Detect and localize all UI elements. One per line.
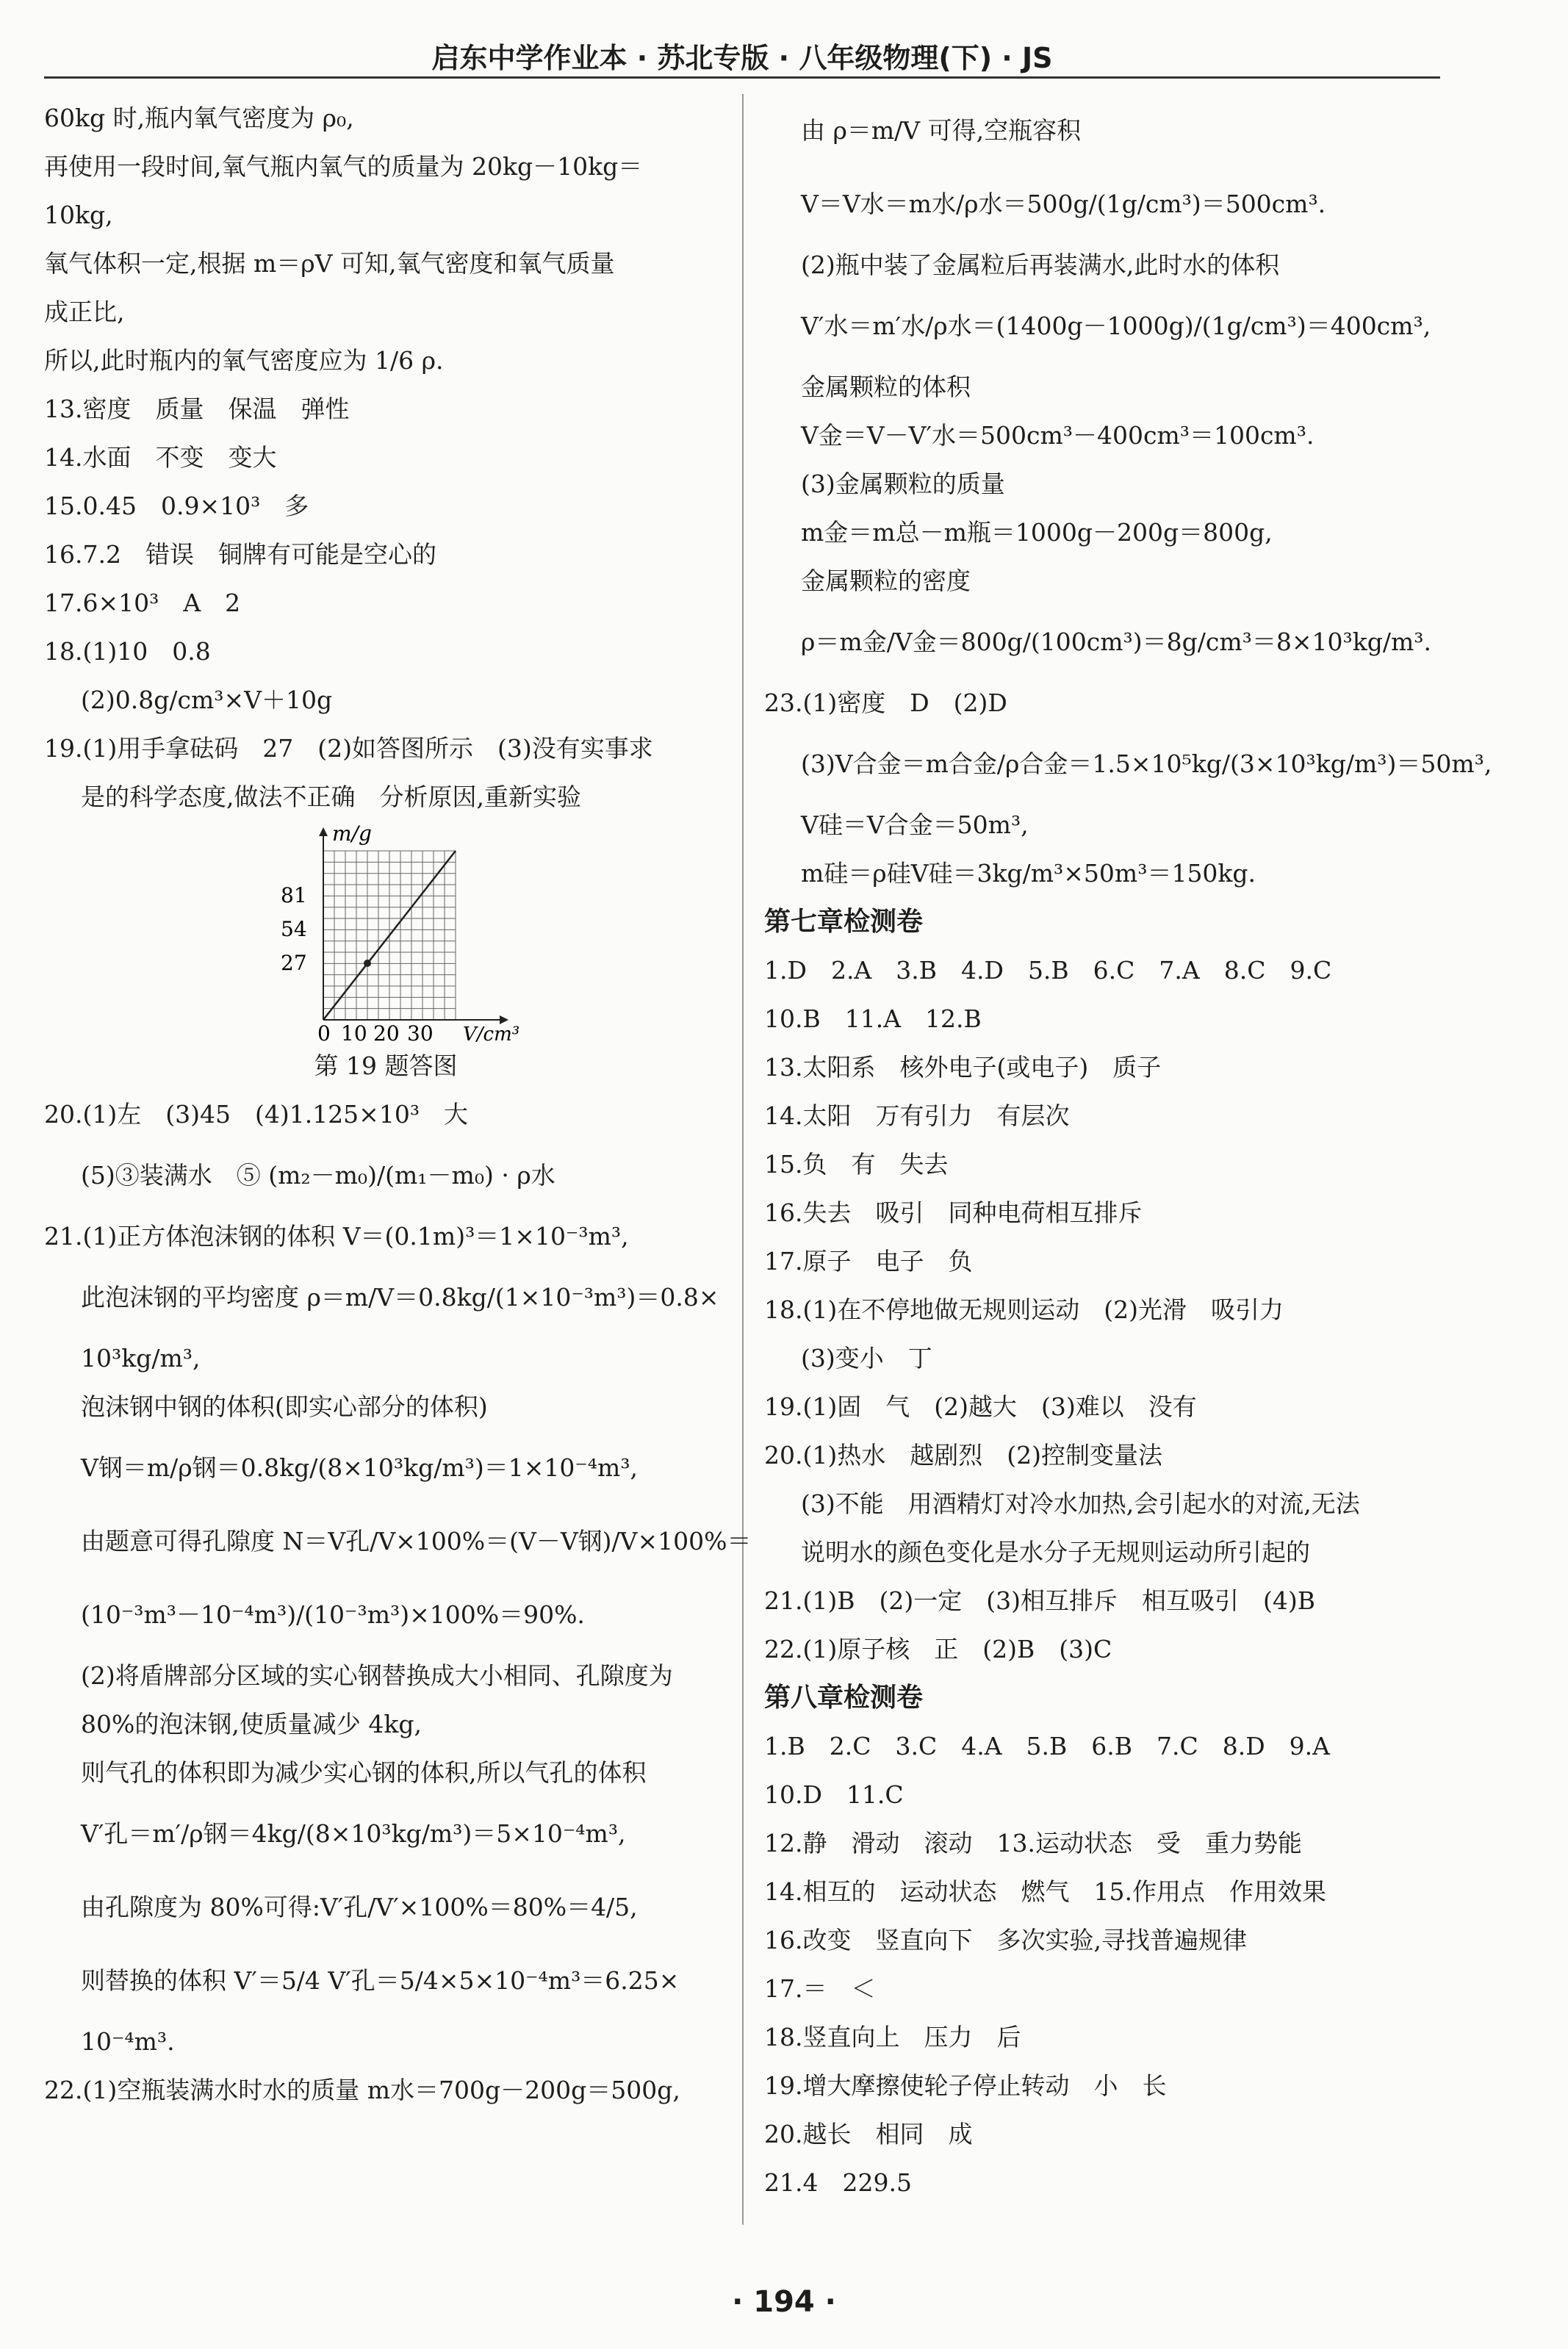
answer-line: 10.D 11.C xyxy=(764,1780,904,1809)
answer-line: 14.太阳 万有引力 有层次 xyxy=(764,1101,1070,1130)
answer-line: 21.(1)正方体泡沫钢的体积 V＝(0.1m)³＝1×10⁻³m³, xyxy=(44,1222,629,1251)
answer-line: 18.(1)10 0.8 xyxy=(44,637,211,666)
answer-line: 10.B 11.A 12.B xyxy=(764,1004,982,1033)
answer-line: 60kg 时,瓶内氧气密度为 ρ₀, xyxy=(44,104,354,132)
x-axis-label: V/cm³ xyxy=(463,1024,520,1042)
answer-line: 14.水面 不变 变大 xyxy=(44,443,277,472)
answer-line: 23.(1)密度 D (2)D xyxy=(764,688,1007,717)
graph-caption: 第 19 题答图 xyxy=(314,1051,458,1080)
answer-line: 22.(1)原子核 正 (2)B (3)C xyxy=(764,1635,1112,1663)
y-tick: 81 xyxy=(281,883,307,907)
answer-line: 再使用一段时间,氧气瓶内氧气的质量为 20kg－10kg＝ xyxy=(44,152,643,181)
answer-line: 13.太阳系 核外电子(或电子) 质子 xyxy=(764,1053,1162,1082)
answer-line: V＝V水＝m水/ρ水＝500g/(1g/cm³)＝500cm³. xyxy=(801,190,1326,218)
answer-line: 17.＝ ＜ xyxy=(764,1974,876,2003)
answer-line: 由孔隙度为 80%可得:V′孔/V′×100%＝80%＝4/5, xyxy=(81,1893,638,1921)
answer-line: V硅＝V合金＝50m³, xyxy=(801,810,1029,839)
header-title: 启东中学作业本 · 苏北专版 · 八年级物理(下) · JS xyxy=(431,42,1053,74)
answer-line: 15.负 有 失去 xyxy=(764,1150,949,1179)
answer-line: 1.B 2.C 3.C 4.A 5.B 6.B 7.C 8.D 9.A xyxy=(764,1732,1330,1760)
answer-line: V钢＝m/ρ钢＝0.8kg/(8×10³kg/m³)＝1×10⁻⁴m³, xyxy=(81,1453,639,1482)
answer-line: 18.(1)在不停地做无规则运动 (2)光滑 吸引力 xyxy=(764,1295,1284,1324)
left-column xyxy=(44,94,752,2115)
answer-line: 20.(1)左 (3)45 (4)1.125×10³ 大 xyxy=(44,1100,469,1129)
answer-line: m金＝m总－m瓶＝1000g－200g＝800g, xyxy=(801,518,1273,547)
answer-line: (5)③装满水 ⑤ (m₂－m₀)/(m₁－m₀) · ρ水 xyxy=(81,1161,555,1190)
answer-line: 13.密度 质量 保温 弹性 xyxy=(44,395,350,423)
answer-line: 22.(1)空瓶装满水时水的质量 m水＝700g－200g＝500g, xyxy=(44,2076,680,2104)
answer-line: 21.4 229.5 xyxy=(764,2168,912,2197)
answer-line: 则替换的体积 V′＝5/4 V′孔＝5/4×5×10⁻⁴m³＝6.25× xyxy=(81,1966,680,1995)
x-tick: 0 xyxy=(317,1021,331,1042)
y-axis-label: m/g xyxy=(332,821,372,846)
answer-line: 19.(1)固 气 (2)越大 (3)难以 没有 xyxy=(764,1392,1197,1421)
answer-line: 泡沫钢中钢的体积(即实心部分的体积) xyxy=(81,1392,488,1421)
answer-line: (3)V合金＝m合金/ρ合金＝1.5×10⁵kg/(3×10³kg/m³)＝50m³, xyxy=(801,749,1492,778)
answer-line: 此泡沫钢的平均密度 ρ＝m/V＝0.8kg/(1×10⁻³m³)＝0.8× xyxy=(81,1283,719,1312)
answer-line: 18.竖直向上 压力 后 xyxy=(764,2023,1021,2051)
answer-line: 20.(1)热水 越剧烈 (2)控制变量法 xyxy=(764,1441,1162,1470)
right-column xyxy=(764,94,1506,2207)
answer-line: 16.失去 吸引 同种电荷相互排斥 xyxy=(764,1198,1143,1227)
answer-line: 12.静 滑动 滚动 13.运动状态 受 重力势能 xyxy=(764,1829,1302,1857)
column-divider xyxy=(742,94,744,2225)
chapter8-title: 第八章检测卷 xyxy=(764,1683,924,1713)
answer-line: 由题意可得孔隙度 N＝V孔/V×100%＝(V－V钢)/V×100%＝ xyxy=(81,1527,752,1555)
q19-graph xyxy=(279,821,544,1042)
answer-line: 20.越长 相同 成 xyxy=(764,2120,973,2148)
answer-line: 金属颗粒的体积 xyxy=(801,373,971,401)
answer-line: 15.0.45 0.9×10³ 多 xyxy=(44,492,309,520)
answer-line: 10kg, xyxy=(44,201,113,229)
answer-line: (10⁻³m³－10⁻⁴m³)/(10⁻³m³)×100%＝90%. xyxy=(81,1600,585,1629)
x-tick: 10 xyxy=(341,1021,367,1042)
answer-line: 1.D 2.A 3.B 4.D 5.B 6.C 7.A 8.C 9.C xyxy=(764,956,1332,985)
answer-line: 10³kg/m³, xyxy=(81,1344,201,1373)
answer-line: 19.(1)用手拿砝码 27 (2)如答图所示 (3)没有实事求 xyxy=(44,734,653,763)
answer-line: 由 ρ＝m/V 可得,空瓶容积 xyxy=(801,116,1082,145)
answer-line: 17.原子 电子 负 xyxy=(764,1247,973,1276)
answer-line: 金属颗粒的密度 xyxy=(801,566,971,595)
answer-line: 16.7.2 错误 铜牌有可能是空心的 xyxy=(44,540,436,569)
q19-graph-svg xyxy=(279,821,544,1042)
answer-line: V′水＝m′水/ρ水＝(1400g－1000g)/(1g/cm³)＝400cm³, xyxy=(801,312,1431,340)
chapter7-title: 第七章检测卷 xyxy=(764,907,924,937)
answer-line: m硅＝ρ硅V硅＝3kg/m³×50m³＝150kg. xyxy=(801,859,1256,888)
x-tick: 30 xyxy=(407,1021,434,1042)
x-tick: 20 xyxy=(373,1021,400,1042)
answer-line: 19.增大摩擦使轮子停止转动 小 长 xyxy=(764,2071,1167,2100)
answer-line: 说明水的颜色变化是水分子无规则运动所引起的 xyxy=(801,1538,1310,1566)
y-axis-arrow xyxy=(319,827,328,836)
answer-line: V金＝V－V′水＝500cm³－400cm³＝100cm³. xyxy=(801,421,1315,450)
answer-line: 17.6×10³ A 2 xyxy=(44,589,241,617)
answer-line: (2)0.8g/cm³×V＋10g xyxy=(81,686,333,714)
answer-line: (2)将盾牌部分区域的实心钢替换成大小相同、孔隙度为 xyxy=(81,1661,673,1690)
answer-line: (2)瓶中装了金属粒后再装满水,此时水的体积 xyxy=(801,251,1280,279)
y-tick: 54 xyxy=(281,917,307,941)
answer-line: 14.相互的 运动状态 燃气 15.作用点 作用效果 xyxy=(764,1877,1326,1906)
answer-line: ρ＝m金/V金＝800g/(100cm³)＝8g/cm³＝8×10³kg/m³. xyxy=(801,627,1431,656)
answer-line: (3)变小 丁 xyxy=(801,1344,932,1373)
answer-line: V′孔＝m′/ρ钢＝4kg/(8×10³kg/m³)＝5×10⁻⁴m³, xyxy=(81,1819,626,1848)
answer-line: 10⁻⁴m³. xyxy=(81,2027,175,2056)
answer-line: 16.改变 竖直向下 多次实验,寻找普遍规律 xyxy=(764,1926,1247,1954)
answer-line: 所以,此时瓶内的氧气密度应为 1/6 ρ. xyxy=(44,346,444,375)
answer-line: 则气孔的体积即为减少实心钢的体积,所以气孔的体积 xyxy=(81,1758,647,1787)
y-tick: 27 xyxy=(281,951,307,975)
answer-line: 成正比, xyxy=(44,298,125,326)
answer-line: 是的科学态度,做法不正确 分析原因,重新实验 xyxy=(81,783,581,811)
page-header xyxy=(44,35,1440,79)
answer-line: 80%的泡沫钢,使质量减少 4kg, xyxy=(81,1710,422,1738)
answer-line: (3)金属颗粒的质量 xyxy=(801,470,1005,498)
answer-line: (3)不能 用酒精灯对冷水加热,会引起水的对流,无法 xyxy=(801,1489,1360,1518)
answer-line: 氧气体积一定,根据 m＝ρV 可知,氧气密度和氧气质量 xyxy=(44,249,615,278)
page-number: · 194 · xyxy=(732,2285,836,2319)
graph-point xyxy=(364,960,371,967)
answer-line: 21.(1)B (2)一定 (3)相互排斥 相互吸引 (4)B xyxy=(764,1586,1315,1615)
